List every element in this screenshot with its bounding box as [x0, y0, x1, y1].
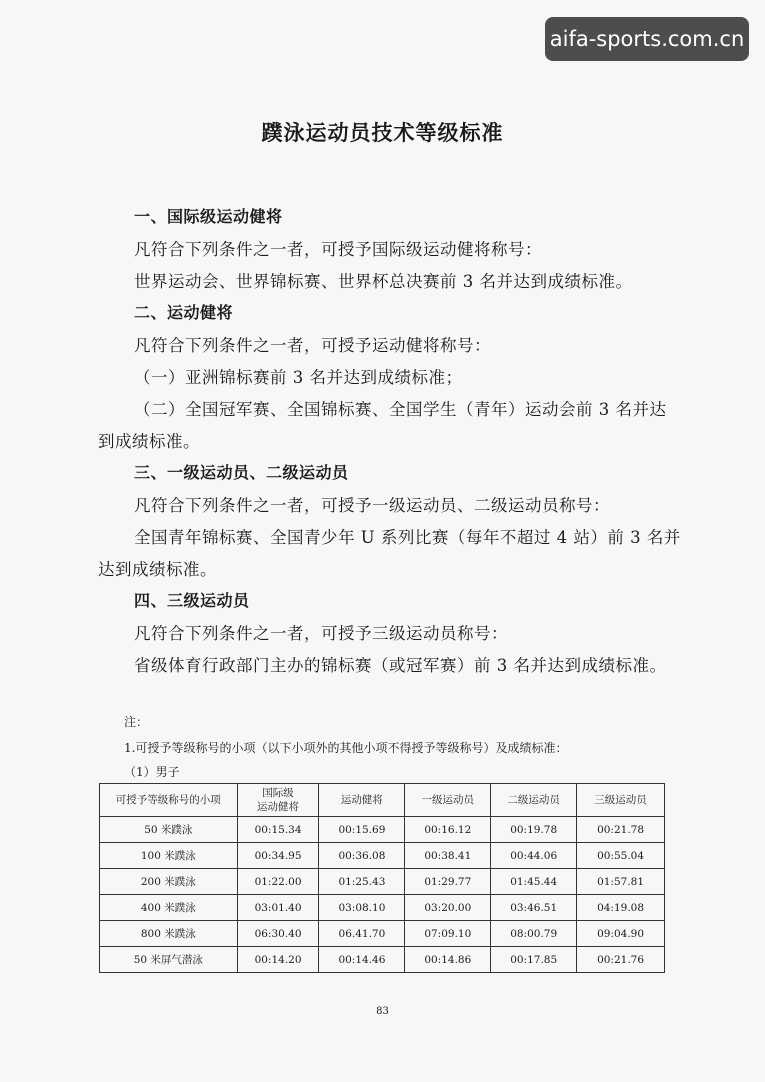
- table-row: [100, 895, 665, 921]
- time-cell: 03:08.10: [319, 895, 405, 921]
- time-cell: 04:19.08: [577, 895, 665, 921]
- section-text: （一）亚洲锦标赛前 3 名并达到成绩标准；: [134, 368, 463, 387]
- time-cell: 00:55.04: [577, 843, 665, 869]
- time-cell: 03:01.40: [237, 895, 319, 921]
- time-cell: 03:20.00: [405, 895, 491, 921]
- time-cell: 06:30.40: [237, 921, 319, 947]
- note-line: 1.可授予等级称号的小项（以下小项外的其他小项不得授予等级称号）及成绩标准：: [124, 741, 568, 755]
- time-cell: 08:00.79: [491, 921, 577, 947]
- section-text: 全国青年锦标赛、全国青少年 U 系列比赛（每年不超过 4 站）前 3 名并: [134, 528, 681, 547]
- event-cell: 50 米蹼泳: [100, 817, 238, 843]
- table-row: [100, 869, 665, 895]
- time-cell: 09:04.90: [577, 921, 665, 947]
- section-heading-first-second-class: 三、一级运动员、二级运动员: [134, 463, 349, 482]
- time-cell: 00:15.34: [237, 817, 319, 843]
- time-cell: 00:19.78: [491, 817, 577, 843]
- column-header-event: 可授予等级称号的小项: [100, 784, 238, 817]
- section-text: 凡符合下列条件之一者，可授予运动健将称号：: [134, 336, 491, 355]
- section-text: 省级体育行政部门主办的锦标赛（或冠军赛）前 3 名并达到成绩标准。: [134, 656, 667, 675]
- section-heading-third-class: 四、三级运动员: [134, 591, 250, 610]
- time-cell: 00:34.95: [237, 843, 319, 869]
- watermark-label: aifa-sports.com.cn: [545, 17, 749, 61]
- table-row: [100, 817, 665, 843]
- section-text: 凡符合下列条件之一者，可授予一级运动员、二级运动员称号：: [134, 496, 610, 515]
- time-cell: 07:09.10: [405, 921, 491, 947]
- table-row: [100, 947, 665, 973]
- table-row: [100, 843, 665, 869]
- column-header-master: 运动健将: [319, 784, 405, 817]
- page-number: 83: [376, 1006, 389, 1017]
- time-cell: 00:21.78: [577, 817, 665, 843]
- section-text: 凡符合下列条件之一者，可授予国际级运动健将称号：: [134, 240, 542, 259]
- table-row: [100, 921, 665, 947]
- section-text: 世界运动会、世界锦标赛、世界杯总决赛前 3 名并达到成绩标准。: [134, 272, 633, 291]
- section-text: 达到成绩标准。: [98, 560, 217, 579]
- event-cell: 100 米蹼泳: [100, 843, 238, 869]
- grade-standards-table: [99, 783, 665, 973]
- time-cell: 00:38.41: [405, 843, 491, 869]
- time-cell: 00:17.85: [491, 947, 577, 973]
- time-cell: 01:29.77: [405, 869, 491, 895]
- time-cell: 00:16.12: [405, 817, 491, 843]
- time-cell: 00:14.86: [405, 947, 491, 973]
- section-text: 到成绩标准。: [98, 432, 200, 451]
- time-cell: 00:21.76: [577, 947, 665, 973]
- column-header-third-class: 三级运动员: [577, 784, 665, 817]
- time-cell: 01:22.00: [237, 869, 319, 895]
- event-cell: 200 米蹼泳: [100, 869, 238, 895]
- time-cell: 06.41.70: [319, 921, 405, 947]
- time-cell: 00:15.69: [319, 817, 405, 843]
- time-cell: 01:25.43: [319, 869, 405, 895]
- column-header-international-master: 国际级 运动健将: [237, 784, 319, 817]
- column-header-first-class: 一级运动员: [405, 784, 491, 817]
- time-cell: 01:57.81: [577, 869, 665, 895]
- time-cell: 03:46.51: [491, 895, 577, 921]
- note-label: 注：: [124, 715, 149, 729]
- event-cell: 400 米蹼泳: [100, 895, 238, 921]
- time-cell: 00:14.46: [319, 947, 405, 973]
- note-subheading-men: （1）男子: [124, 765, 180, 779]
- section-heading-international-master: 一、国际级运动健将: [134, 207, 283, 226]
- event-cell: 800 米蹼泳: [100, 921, 238, 947]
- event-cell: 50 米屏气潜泳: [100, 947, 238, 973]
- time-cell: 00:36.08: [319, 843, 405, 869]
- column-header-second-class: 二级运动员: [491, 784, 577, 817]
- time-cell: 00:14.20: [237, 947, 319, 973]
- section-heading-master: 二、运动健将: [134, 303, 234, 322]
- time-cell: 00:44.06: [491, 843, 577, 869]
- section-text: （二）全国冠军赛、全国锦标赛、全国学生（青年）运动会前 3 名并达: [134, 400, 667, 419]
- time-cell: 01:45.44: [491, 869, 577, 895]
- section-text: 凡符合下列条件之一者，可授予三级运动员称号：: [134, 624, 508, 643]
- table-header-row: [100, 784, 665, 817]
- document-title: 蹼泳运动员技术等级标准: [261, 121, 504, 145]
